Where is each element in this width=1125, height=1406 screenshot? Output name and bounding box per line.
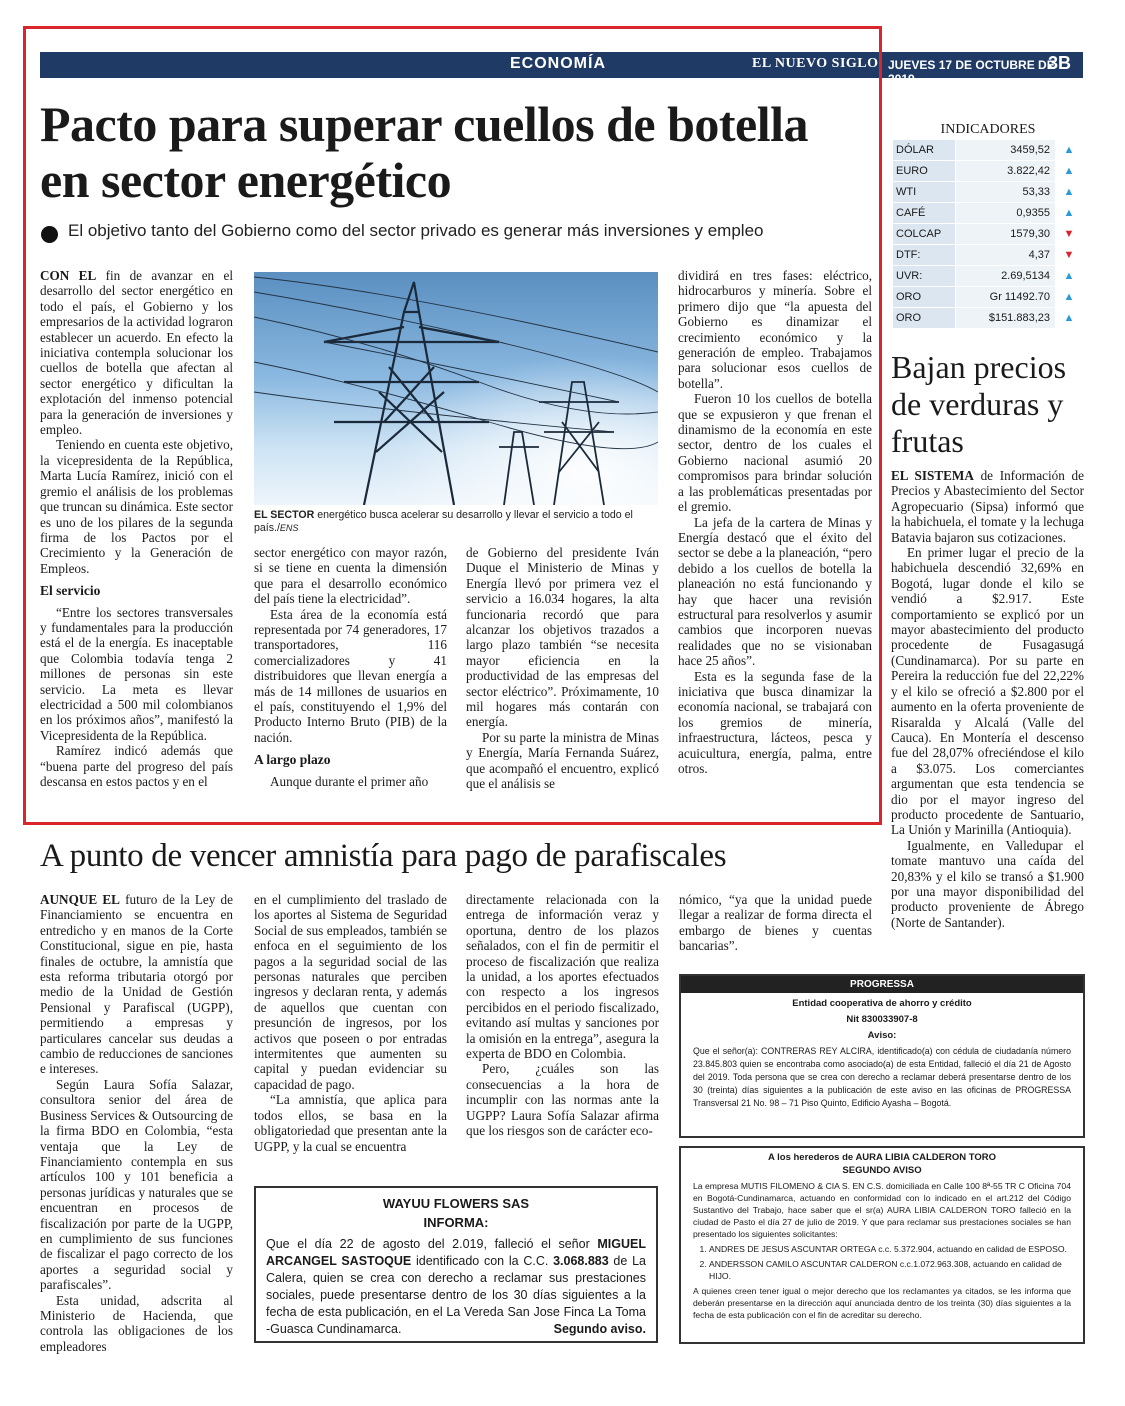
indicator-row bbox=[893, 308, 1083, 329]
article-lead: CON EL bbox=[40, 268, 97, 283]
highlight-box bbox=[23, 26, 882, 825]
down-arrow-icon: ▼ bbox=[1063, 228, 1075, 240]
notice-subtitle: SEGUNDO AVISO bbox=[842, 1165, 922, 1176]
indicators-rows bbox=[893, 140, 1083, 329]
article-paragraph: de Gobierno del presidente Iván Duque el Ministerio de Minas y Energía llevó por primera vez el servicio a 16.034 hogares, la alta funcionaria recordó que para alcanzar los objetivos trazados a largo plazo también “se necesita mayor eficiencia en la productividad de las empresas del sector eléctrico”. Próximamente, 10 mil hogares más contarán con energía. bbox=[466, 545, 659, 730]
indicator-label: WTI bbox=[893, 182, 955, 203]
notice-name: MIGUEL ARCANGEL SASTOQUE bbox=[266, 1237, 646, 1268]
indicator-row bbox=[893, 140, 1083, 161]
article-paragraph: directamente relacionada con la entrega de información veraz y oportuna, dentro de los plazos señalados, con el fin de permitir el proceso de fiscalización que realiza la unidad, a los aportes efectuados con respecto a los ingresos percibidos en el periodo fiscalizado, evitando así multas y sanciones por la omisión en la entrega”, asegura la experta de BDO en Colombia. bbox=[466, 892, 659, 1062]
claimants-list bbox=[709, 1243, 1071, 1282]
indicator-value: 53,33 bbox=[955, 182, 1055, 203]
side-article-body bbox=[891, 468, 1084, 930]
second-article-col-4 bbox=[679, 892, 872, 954]
caption-text: energético busca acelerar su desarrollo y llevar el servicio a todo el país./ bbox=[254, 509, 633, 534]
article-lead: EL SISTEMA bbox=[891, 468, 974, 483]
indicator-value: Gr 11492.70 bbox=[955, 287, 1055, 308]
notice-line: Aviso: bbox=[867, 1030, 897, 1041]
article-subhead: El servicio bbox=[40, 583, 101, 599]
indicator-value: 4,37 bbox=[955, 245, 1055, 266]
article-text: fin de avanzar en el desarrollo del sector energético en todo el país, el Gobierno y los empresarios de la actividad lograron establecer un acuerdo. En efecto la iniciativa contempla solucionar los cuellos de botella que afectan al sector energético y dificultan la explotación del inmenso potencial para la generación de inversiones y empleo. bbox=[40, 268, 233, 438]
side-headline: Bajan precios de verduras y frutas bbox=[891, 349, 1067, 459]
indicator-value: 0,9355 bbox=[955, 203, 1055, 224]
indicators-table bbox=[893, 120, 1083, 329]
indicator-label: DÓLAR bbox=[893, 140, 955, 161]
article-paragraph: en el cumplimiento del traslado de los aportes al Sistema de Seguridad Social de sus empleados, también se enfoca en el seguimiento de los pagos a la seguridad social de las personas naturales que perciben ingresos y declaran renta, y además de aquellos que cuentan con presunción de ingresos, por los activos que poseen o por entradas intermitentes que aumenten su capital y puedan evidenciar su capacidad de pago. bbox=[254, 892, 447, 1092]
indicator-row bbox=[893, 203, 1083, 224]
indicator-label: ORO bbox=[893, 308, 955, 329]
article-paragraph: Pero, ¿cuáles son las consecuencias a la hora de incumplir con las normas ante la UGPP? Laura Sofía Salazar afirma que los riesgos son de carácter eco- bbox=[466, 1061, 659, 1139]
herederos-notice bbox=[679, 1146, 1085, 1344]
article-paragraph: Según Laura Sofía Salazar, consultora senior del área de Business Services & Outsourcing de la firma BDO en Colombia, “esta ventaja que la Ley de Financiamiento contempla en sus artículos 100 y 101 beneficia a personas jurídicas y naturales que se encuentran en procesos de fiscalización por parte de la UGPP, en cumplimiento de sus funciones de fiscalizar el pago correcto de los aportes a seguridad social y parafiscales”. bbox=[40, 1076, 233, 1293]
wayuu-flowers-notice bbox=[254, 1186, 658, 1343]
notice-text: identificado con la C.C. bbox=[411, 1254, 554, 1268]
article-paragraph: Teniendo en cuenta este objetivo, la vicepresidenta de la República, Marta Lucía Ramírez, inició con el gremio el análisis de los problemas que truncan su dinámica. Este sector es uno de los pilares de la segunda firma de los Pactos por el Crecimiento y la Generación de Empleos. bbox=[40, 437, 233, 576]
article-paragraph: “La amnistía, que aplica para todos ellos, se basa en la obligatoriedad que presentan ante la UGPP, y la cual se encuentra bbox=[254, 1092, 447, 1154]
article-lead: AUNQUE EL bbox=[40, 892, 120, 907]
article-paragraph bbox=[891, 468, 1084, 545]
article-paragraph: Fueron 10 los cuellos de botella que se expusieron y que frenan el dinamismo de la economía en este sector, dentro de los cuales el Gobierno nacional asumió 20 compromisos para brindar solución a las problemáticas presentadas por el gremio. bbox=[678, 391, 872, 515]
article-subhead: A largo plazo bbox=[254, 752, 331, 768]
notice-body bbox=[266, 1236, 646, 1338]
article-paragraph bbox=[40, 892, 233, 1077]
notice-text: Que el día 22 de agosto del 2.019, falleció el señor bbox=[266, 1237, 598, 1251]
up-arrow-icon: ▲ bbox=[1063, 270, 1075, 282]
notice-title: A los herederos de AURA LIBIA CALDERON TORO bbox=[767, 1152, 997, 1163]
article-paragraph: En primer lugar el precio de la habichuela descendió 32,69% en Bogotá, lugar donde el kilo se vendió a $2.917. Este comportamiento se explicó por un mayor abastecimiento del producto procedente de Fusagasugá (Cundinamarca). Por su parte en Pereira la reducción fue del 22,22% y el kilo se ofreció a $2.800 por el aumento en la oferta proveniente de Risaralda y Alcalá (Valle del Cauca). En Montería el descenso fue del 28,07% ofreciéndose el kilo a $3.075. Los comerciantes argumentan que esta tendencia se dio por el mayor ingreso del producto procedente de Santuario, La Unión y Marinilla (Antioquia). bbox=[891, 545, 1084, 838]
issue-date: JUEVES 17 DE OCTUBRE DE 2019 bbox=[888, 58, 1055, 86]
notice-footer: Segundo aviso. bbox=[553, 1322, 646, 1336]
list-item: 2. ANDERSSON CAMILO ASCUNTAR CALDERON c.c.1.072.963.308, actuando en calidad de HIJO. bbox=[709, 1258, 1071, 1282]
main-deck: El objetivo tanto del Gobierno como del sector privado es generar más inversiones y empleo bbox=[68, 221, 764, 240]
article-paragraph: nómico, “ya que la unidad puede llegar a realizar de forma directa el embargo de bienes y cuentas bancarias”. bbox=[679, 892, 872, 954]
progressa-notice bbox=[679, 974, 1085, 1138]
indicator-row bbox=[893, 287, 1083, 308]
notice-title: WAYUU FLOWERS SAS bbox=[382, 1196, 530, 1211]
up-arrow-icon: ▲ bbox=[1063, 207, 1075, 219]
notice-id: 3.068.883 bbox=[553, 1254, 609, 1268]
indicator-row bbox=[893, 161, 1083, 182]
indicator-label: DTF: bbox=[893, 245, 955, 266]
section-name: ECONOMÍA bbox=[510, 55, 606, 72]
newspaper-name: EL NUEVO SIGLO bbox=[752, 56, 879, 71]
notice-body: La empresa MUTIS FILOMENO & CIA S. EN C.S. domiciliada en Calle 100 8ª-55 TR C Oficina 704 en Bogotá-Cundinamarca, actuando en conformidad con lo indicado en el art.212 del Código Sustantivo del Trabajo, hace saber que el sr(a) AURA LIBIA CALDERON TORO falleció en la ciudad de Pasto el día 27 de julio de 2019. Y que para reclamar sus prestaciones sociales se han presentado los siguientes solicitantes: bbox=[693, 1181, 1071, 1239]
article-paragraph: Aunque durante el primer año bbox=[270, 773, 429, 789]
indicator-value: 1579,30 bbox=[955, 224, 1055, 245]
up-arrow-icon: ▲ bbox=[1063, 144, 1075, 156]
indicator-label: ORO bbox=[893, 287, 955, 308]
article-paragraph: Igualmente, en Valledupar el tomate mantuvo una caída del 20,83% y el kilo se transó a $1.900 por una mayor disponibilidad del producto proveniente de Ábrego (Norte de Santander). bbox=[891, 837, 1084, 930]
article-text: de Información de Precios y Abastecimiento del Sector Agropecuario (Sipsa) informó que la habichuela, el tomate y la lechuga Batavia bajaron sus cotizaciones. bbox=[891, 468, 1084, 545]
second-headline: A punto de vencer amnistía para pago de parafiscales bbox=[40, 838, 727, 874]
photo-credit: ENS bbox=[279, 523, 299, 533]
article-paragraph: Por su parte la ministra de Minas y Energía, María Fernanda Suárez, que acompañó el encuentro, explicó que el análisis se bbox=[466, 729, 659, 792]
article-paragraph: Esta es la segunda fase de la iniciativa que busca dinamizar la economía nacional, se trabajará con los gremios de minería, infraestructura, lácteos, pesca y acuicultura, energía, palma, entre otros. bbox=[678, 668, 872, 776]
up-arrow-icon: ▲ bbox=[1063, 165, 1075, 177]
indicator-value: 3459,52 bbox=[955, 140, 1055, 161]
article-paragraph: Esta unidad, adscrita al Ministerio de Hacienda, que controla las obligaciones de los empleadores bbox=[40, 1292, 233, 1354]
indicator-row bbox=[893, 224, 1083, 245]
article-paragraph: La jefa de la cartera de Minas y Energía destacó que el éxito del sector se debe a la planeación, “pero debido a los cuellos de botella la planeación no está funcionando y hay que hacer una revisión estructural para resolverlos y asumir cambios que incorporen nuevas realidades que no se visionaban hace 25 años”. bbox=[678, 514, 872, 669]
indicator-row bbox=[893, 245, 1083, 266]
page-number: 3B bbox=[1048, 53, 1072, 73]
second-article-col-3 bbox=[466, 892, 659, 1139]
caption-lead: EL SECTOR bbox=[254, 509, 315, 521]
indicator-value: $151.883,23 bbox=[955, 308, 1055, 329]
up-arrow-icon: ▲ bbox=[1063, 312, 1075, 324]
indicator-label: EURO bbox=[893, 161, 955, 182]
notice-line: Nit 830033907-8 bbox=[846, 1014, 918, 1025]
second-article-col-1 bbox=[40, 892, 233, 1354]
indicator-label: CAFÉ bbox=[893, 203, 955, 224]
down-arrow-icon: ▼ bbox=[1063, 249, 1075, 261]
indicator-value: 2.69,5134 bbox=[955, 266, 1055, 287]
indicator-row bbox=[893, 266, 1083, 287]
main-headline: Pacto para superar cuellos de botella en sector energético bbox=[40, 96, 808, 208]
indicator-label: UVR: bbox=[893, 266, 955, 287]
notice-body: Que el señor(a): CONTRERAS REY ALCIRA, identificado(a) con cédula de ciudadanía número 23.845.803 quien se encontraba como asociado(a) de esta Entidad, falleció el día 21 de Agosto del 2019. Toda persona que se crea con derecho a reclamar deberá presentarse dentro de los 30 (treinta) días siguientes a la publicación de este aviso en las oficinas de PROGRESSA Transversal 21 No. 98 – 71 Piso Quinto, Edificio Ayasha – Bogotá. bbox=[693, 1046, 1071, 1108]
article-text: futuro de la Ley de Financiamiento se encuentra en entredicho y en manos de la Corte Constitucional, sigue en pie, hasta finales de octubre, la amnistía que esta reforma tributaria otorgó por medio de la Unidad de Gestión Pensional y Parafiscal (UGPP), permitiendo a empresas y particulares cancelar sus deudas a cambio de reducciones de sanciones e intereses. bbox=[40, 892, 233, 1077]
article-paragraph: “Entre los sectores transversales y fundamentales para la producción está el de la energía. Es inaceptable que Colombia todavía tenga 2 millones de personas sin este servicio. La meta es llevar electricidad a 500 mil colombianos en los próximos años”, manifestó la Vicepresidenta de la República. bbox=[40, 604, 233, 743]
article-paragraph: dividirá en tres fases: eléctrico, hidrocarburos y minería. Sobre el primero dijo que “la apuesta del Gobierno es dinamizar el crecimiento económico y la generación de empleo. Trabajamos para solucionar esos cuellos de botella”. bbox=[678, 268, 872, 391]
notice-title: PROGRESSA bbox=[681, 976, 1083, 993]
indicator-label: COLCAP bbox=[893, 224, 955, 245]
article-paragraph: Ramírez indicó además que “buena parte del progreso del país descansa en estos pactos y en el bbox=[40, 743, 233, 789]
notice-text: de La Calera, quien se crea con derecho a reclamar sus prestaciones sociales, puede presentarse dentro de los 30 días siguientes a la fecha de esta publicación, en el La Vereda San Jose Finca La Toma -Guasca Cundinamarca. bbox=[266, 1254, 646, 1336]
article-paragraph: Esta área de la economía está representada por 74 generadores, 17 transportadores, 116 comercializadores y 41 distribuidores que llevan energía a más de 14 millones de usuarios en el país, constituyendo el 1,9% del Producto Interno Bruto (PIB) de la nación. bbox=[254, 606, 447, 745]
up-arrow-icon: ▲ bbox=[1063, 291, 1075, 303]
up-arrow-icon: ▲ bbox=[1063, 186, 1075, 198]
notice-line: Entidad cooperativa de ahorro y crédito bbox=[792, 998, 972, 1009]
indicators-title: INDICADORES bbox=[940, 122, 1036, 137]
article-paragraph: sector energético con mayor razón, si se tiene en cuenta la dimensión que para el desarrollo económico del país tiene la electricidad”. bbox=[254, 545, 447, 607]
list-item: 1. ANDRES DE JESUS ASCUNTAR ORTEGA c.c. 5.372.904, actuando en calidad de ESPOSO. bbox=[709, 1243, 1071, 1255]
indicator-row bbox=[893, 182, 1083, 203]
second-article-col-2 bbox=[254, 892, 447, 1154]
indicator-value: 3.822,42 bbox=[955, 161, 1055, 182]
notice-subtitle: INFORMA: bbox=[423, 1215, 489, 1230]
notice-footer: A quienes creen tener igual o mejor derecho que los reclamantes ya citados, se les informa que deberán presentarse en la dirección aquí anunciada dentro de los treinta (30) días siguientes a la fecha de esta publicación con el fin de acreditar su derecho. bbox=[693, 1286, 1071, 1320]
